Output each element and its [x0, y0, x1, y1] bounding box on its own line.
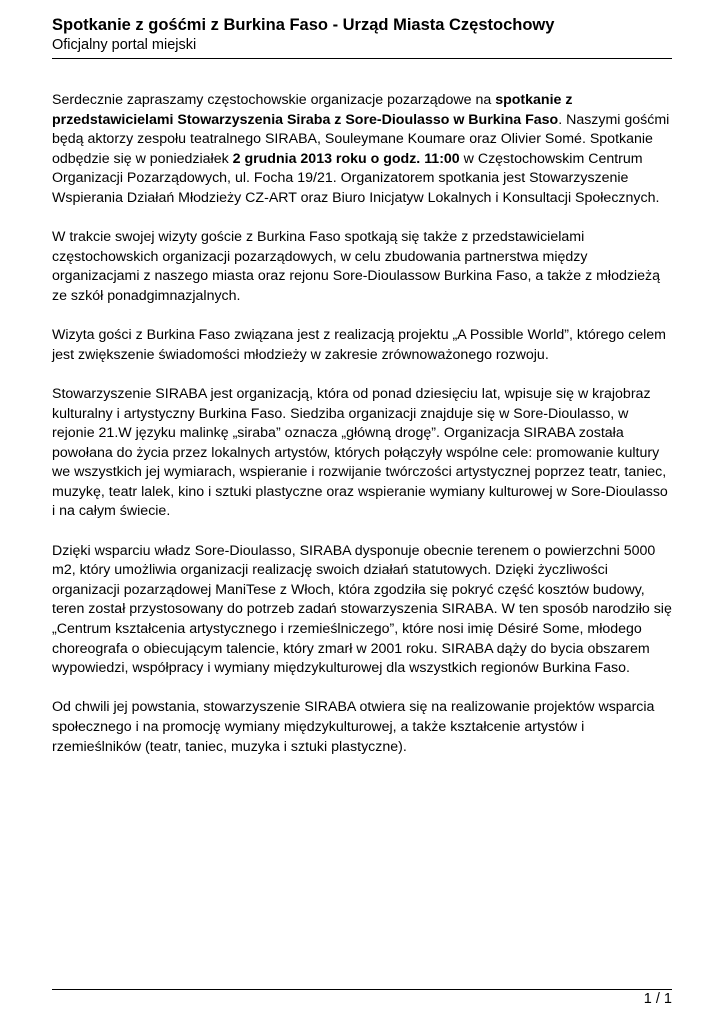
paragraph-siraba-projects: Od chwili jej powstania, stowarzyszenie SIRABA otwiera się na realizowanie projektów wsparcia społecznego i na promocję wymiany międzykulturowej, a także kształcenie artystów i rzemieślników (teatr, taniec, muzyka i sztuki plastyczne).: [52, 699, 655, 755]
page-title: Spotkanie z gośćmi z Burkina Faso - Urząd Miasta Częstochowy: [52, 16, 555, 34]
header-divider: [52, 58, 672, 59]
page-header: [52, 14, 672, 55]
page-number: 1 / 1: [643, 991, 672, 1007]
paragraph-text: w Częstochowskim Centrum Organizacji Pozarządowych, ul. Focha 19/21. Organizatorem spotkania jest Stowarzyszenie Wspierania Działań Młodzieży CZ-ART oraz Biuro Inicjatyw Lokalnych i Konsultacji Społecznych.: [52, 150, 660, 206]
bold-date-text: 2 grudnia 2013 roku o godz. 11:00: [232, 150, 460, 167]
article-body: [52, 91, 674, 777]
paragraph-visit: W trakcie swojej wizyty goście z Burkina Faso spotkają się także z przedstawicielami częstochowskich organizacji pozarządowych, w celu zbudowania partnerstwa między organizacjami z naszego miasta oraz rejonu Sore-Dioulassow Burkina Faso, a także z młodzieżą ze szkół ponadgimnazjalnych.: [52, 229, 660, 304]
paragraph-siraba-about: Stowarzyszenie SIRABA jest organizacją, która od ponad dziesięciu lat, wpisuje się w krajobraz kulturalny i artystyczny Burkina Faso. Siedziba organizacji znajduje się w Sore-Dioulasso, w rejonie 21.W języku malinkę „siraba” oznacza „główną drogę”. Organizacja SIRABA została powołana do życia przez lokalnych artystów, których połączyły wspólne cele: promowanie kultury we wszystkich jej wymiarach, wspieranie i rozwijanie twórczości artystycznej poprzez teatr, taniec, muzykę, teatr lalek, kino i sztuki plastyczne oraz wspieranie wymiany kulturowej w Sore-Dioulasso i na całym świecie.: [52, 385, 668, 520]
footer-divider: [52, 989, 672, 990]
paragraph-siraba-centre: Dzięki wsparciu władz Sore-Dioulasso, SIRABA dysponuje obecnie terenem o powierzchni 5000 m2, który umożliwia organizacji realizację swoich działań statutowych. Dzięki życzliwości organizacji pozarządowej ManiTese z Włoch, która zgodziła się pokryć część kosztów budowy, teren został przystosowany do potrzeb zadań stowarzyszenia SIRABA. W ten sposób narodziło się „Centrum kształcenia artystycznego i rzemieślniczego”, które nosi imię Désiré Some, młodego choreografa o obiecującym talencie, który zmarł w 2001 roku. SIRABA dąży do bycia obszarem wypowiedzi, współpracy i wymiany międzykulturowej dla wszystkich regionów Burkina Faso.: [52, 542, 672, 677]
paragraph-text: . Naszymi gośćmi będą aktorzy zespołu teatralnego SIRABA, Souleymane Koumare oraz Olivier Somé. Spotkanie odbędzie się w poniedziałek: [52, 111, 670, 167]
paragraph-project: Wizyta gości z Burkina Faso związana jest z realizacją projektu „A Possible World”, którego celem jest zwiększenie świadomości młodzieży w zakresie zrównoważonego rozwoju.: [52, 327, 666, 363]
bold-meeting-text: spotkanie z przedstawicielami Stowarzyszenia Siraba z Sore-Dioulasso w Burkina Faso: [52, 92, 573, 128]
page-subtitle: Oficjalny portal miejski: [52, 37, 197, 53]
paragraph-invitation: [52, 91, 674, 209]
paragraph-text: Serdecznie zapraszamy częstochowskie organizacje pozarządowe na: [52, 92, 496, 108]
